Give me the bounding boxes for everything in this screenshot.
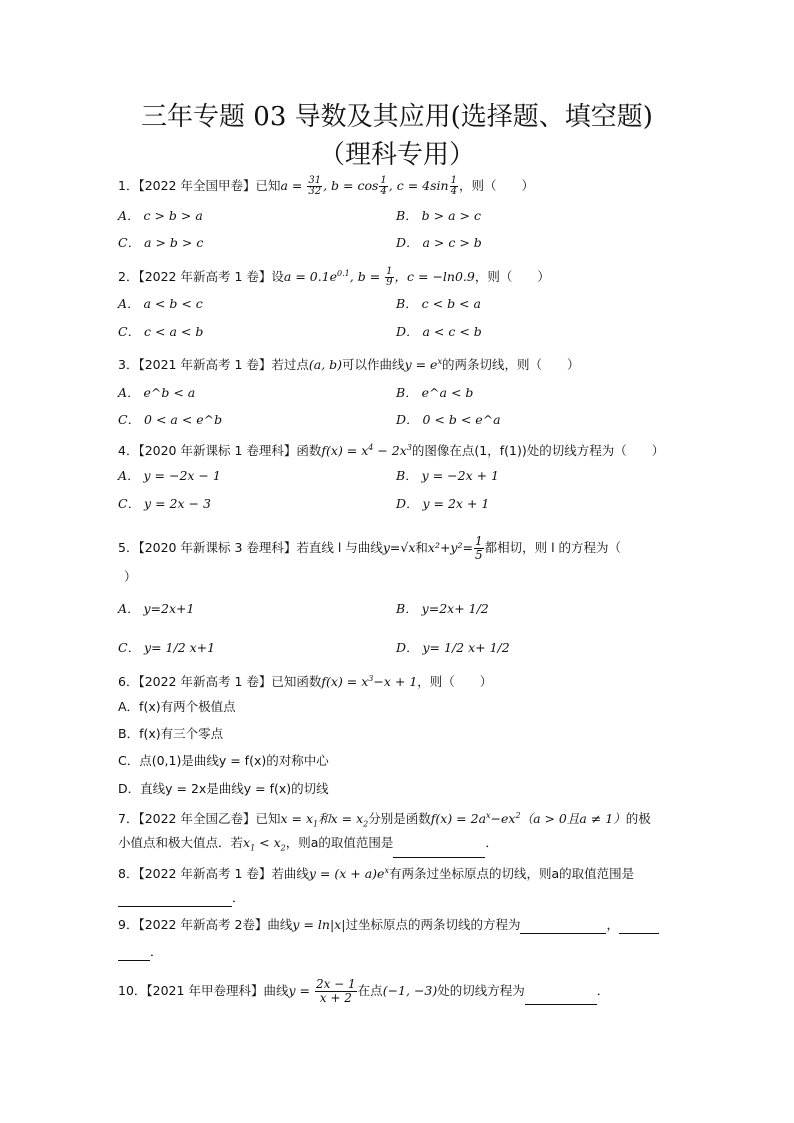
question-2-suffix: ，则（ ） (474, 269, 550, 285)
answer-blank[interactable] (525, 990, 597, 1005)
question-3-curve: $y = e^x$ (404, 357, 442, 373)
answer-blank-2[interactable] (619, 919, 659, 934)
question-2 (118, 265, 550, 288)
option-5b[interactable]: B． y=2x+ 1/2 (396, 601, 489, 616)
question-2-prefix: 2．【2022 年新高考 1 卷】设 (118, 269, 284, 285)
option-1a[interactable]: A． c > b > a (118, 208, 203, 223)
question-10-curve: y = $\frac{2x - 1}{x + 2}$ (288, 977, 356, 1005)
question-7-line2-text: 小值点和极大值点．若 (118, 835, 244, 850)
question-7-line2 (118, 834, 498, 858)
question-8-suffix: 有两条过坐标原点的切线，则a的取值范围是 (388, 866, 635, 882)
answer-blank[interactable] (393, 843, 485, 858)
question-9-comma: ， (606, 917, 619, 932)
question-7-prefix: 7．【2022 年全国乙卷】已知 (118, 811, 281, 827)
option-3a[interactable]: A． e^b < a (118, 385, 196, 400)
answer-blank-1[interactable] (520, 919, 606, 934)
answer-blank[interactable] (118, 892, 232, 907)
option-6c[interactable]: C．点(0,1)是曲线y = f(x)的对称中心 (118, 753, 329, 768)
option-3b[interactable]: B． e^a < b (396, 385, 474, 400)
question-8-curve: $y = (x + a)e^x$ (308, 866, 389, 882)
question-6-function: $f(x) = x^3-x + 1$ (321, 674, 418, 690)
fraction: $\frac{1}{4}$ (450, 175, 457, 197)
question-5-prefix: 5．【2020 年新课标 3 卷理科】若直线 l 与曲线 (118, 540, 383, 555)
option-2c[interactable]: C． c < a < b (118, 324, 204, 339)
question-3-suffix: 的两条切线，则（ ） (441, 357, 580, 373)
option-4b[interactable]: B． y = −2x + 1 (396, 468, 499, 483)
page-subtitle: （理科专用） (318, 140, 475, 170)
option-1b[interactable]: B． b > a > c (396, 208, 481, 223)
question-4-suffix: 的图像在点(1，f(1))处的切线方程为（ ） (411, 443, 665, 459)
question-4-function: $f(x) = x^4 - 2x^3$ (321, 443, 412, 459)
question-1-prefix: 1．【2022 年全国甲卷】已知 (118, 178, 281, 193)
question-8-end: ． (232, 890, 245, 905)
question-3-prefix: 3．【2021 年新高考 1 卷】若过点 (118, 357, 309, 373)
question-5-circle: x²+y²= $\frac{1}{5}$ (427, 534, 483, 562)
question-7-function: $f(x) = 2a^x-ex^2(a > 0$且a ≠ 1） (430, 811, 626, 827)
option-6d[interactable]: D．直线y = 2x是曲线y = f(x)的切线 (118, 781, 329, 796)
question-2-math: $a = 0.1e^{0.1}$, b = $\frac{1}{9}$ ，c = −ln0.9 (283, 266, 475, 289)
question-1 (118, 176, 534, 197)
question-9-prefix: 9．【2022 年新高考 2卷】曲线 (118, 917, 293, 932)
question-9-end: ． (150, 944, 163, 959)
option-5a[interactable]: A． y=2x+1 (118, 601, 195, 616)
fraction: $\frac{1}{9}$ (386, 266, 393, 289)
question-6 (118, 670, 492, 691)
option-5d[interactable]: D． y= 1/2 x+ 1/2 (396, 640, 510, 655)
question-1-suffix: ，则（ ） (458, 178, 534, 193)
question-4 (118, 439, 664, 460)
option-1d[interactable]: D． a > c > b (396, 235, 482, 250)
question-3-point: (a, b) (308, 357, 343, 373)
option-4a[interactable]: A． y = −2x − 1 (118, 468, 221, 483)
option-2a[interactable]: A． a < b < c (118, 296, 203, 311)
question-5-mid: 和 (415, 540, 428, 555)
question-10-end: ． (596, 983, 610, 998)
question-5-suffix: 都相切，则 l 的方程为（ (484, 540, 622, 555)
option-6b[interactable]: B．f(x)有三个零点 (118, 726, 224, 741)
option-1c[interactable]: C． a > b > c (118, 235, 204, 250)
question-7-suffix: 的极 (625, 811, 651, 827)
question-6-prefix: 6．【2022 年新高考 1 卷】已知函数 (118, 674, 322, 690)
question-5-curve: y=√x (382, 540, 416, 555)
question-8-prefix: 8．【2022 年新高考 1 卷】若曲线 (118, 866, 309, 882)
question-7 (118, 807, 651, 834)
question-9 (118, 916, 659, 934)
question-10-point: (−1, −3) (382, 983, 438, 998)
question-7-line2-text-b: ，则a的取值范围是 (285, 835, 394, 850)
option-6a[interactable]: A．f(x)有两个极值点 (118, 699, 236, 714)
question-8-line2 (118, 889, 245, 907)
option-4c[interactable]: C． y = 2x − 3 (118, 496, 211, 511)
question-6-suffix: ，则（ ） (417, 674, 493, 690)
fraction: $\frac{1}{5}$ (474, 534, 483, 562)
question-5 (118, 535, 621, 562)
question-1-math: a = $\frac{31}{32}$ , b = cos $\frac{1}{4}$ , c = 4sin $\frac{1}{4}$ (280, 175, 457, 197)
fraction: $\frac{31}{32}$ (308, 175, 322, 197)
fraction: $\frac{1}{4}$ (380, 175, 387, 197)
question-7-points: $x = x_1$和$x = x_2$ (280, 811, 369, 829)
question-7-mid: 分别是函数 (368, 811, 431, 827)
question-9-suffix: 过坐标原点的两条切线的方程为 (345, 917, 521, 932)
question-9-line2 (118, 943, 163, 961)
answer-blank-2-cont[interactable] (118, 946, 150, 961)
question-10 (118, 978, 609, 1005)
option-5c[interactable]: C． y= 1/2 x+1 (118, 640, 216, 655)
option-3d[interactable]: D． 0 < b < e^a (396, 412, 501, 427)
question-10-mid: 在点 (357, 983, 383, 998)
question-10-suffix: 处的切线方程为 (437, 983, 525, 998)
page-title: 三年专题 03 导数及其应用(选择题、填空题) (141, 102, 653, 132)
question-4-prefix: 4．【2020 年新课标 1 卷理科】函数 (118, 443, 322, 459)
option-3c[interactable]: C． 0 < a < e^b (118, 412, 223, 427)
option-2d[interactable]: D． a < c < b (396, 324, 482, 339)
question-9-curve: y = ln|x| (292, 917, 346, 932)
question-8 (118, 862, 634, 883)
option-2b[interactable]: B． c < b < a (396, 296, 481, 311)
question-7-condition: $x_1 < x_2$ (243, 835, 286, 853)
question-7-end: ． (485, 835, 498, 850)
fraction: $\frac{2x - 1}{x + 2}$ (315, 977, 356, 1005)
question-3 (118, 353, 579, 374)
question-5-line2: ） (124, 569, 137, 584)
option-4d[interactable]: D． y = 2x + 1 (396, 496, 490, 511)
question-3-mid: 可以作曲线 (342, 357, 405, 373)
question-10-prefix: 10．【2021 年甲卷理科】曲线 (118, 983, 289, 998)
